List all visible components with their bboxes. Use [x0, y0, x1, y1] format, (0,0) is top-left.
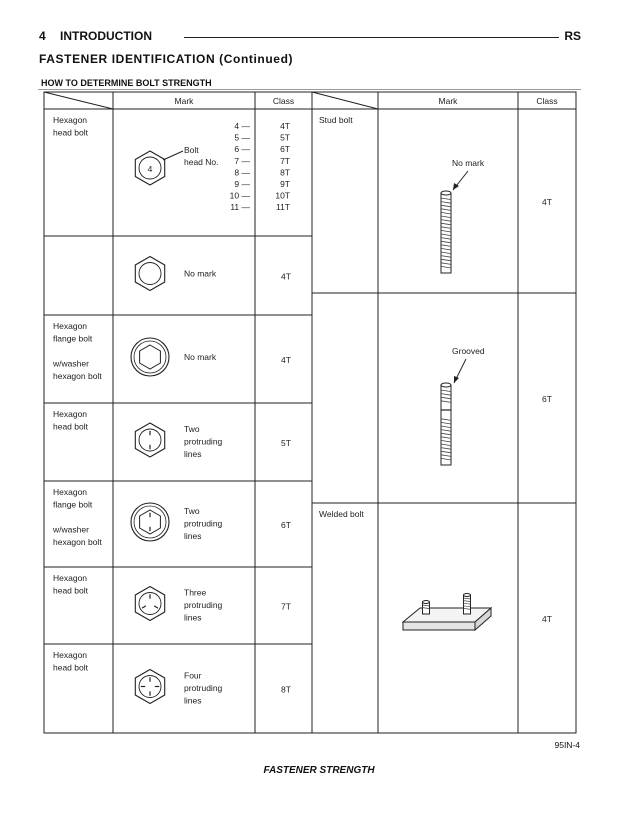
bolt-type-label: hexagon bolt: [53, 371, 102, 381]
class-value: 8T: [280, 167, 290, 178]
mark-label: Three: [184, 587, 207, 598]
bolt-type-label: Hexagon: [53, 115, 88, 125]
header-diagonal-left: [44, 92, 113, 109]
class-value: 4T: [281, 355, 291, 365]
class-value: 7T: [281, 601, 291, 612]
mark-label: protruding: [184, 518, 223, 529]
class-value: 4T: [281, 271, 291, 282]
bolt-type-label: head bolt: [53, 127, 88, 138]
mark-label: Bolt: [184, 145, 199, 155]
bolt-type-label: Welded bolt: [319, 509, 364, 519]
class-value: 9T: [280, 179, 290, 189]
bolt-type-label: Stud bolt: [319, 115, 353, 125]
mark-label: lines: [184, 449, 202, 459]
flange-bolt-head-icon: [131, 338, 169, 376]
class-value: 6T: [280, 144, 290, 155]
column-header-mark: Mark: [174, 96, 194, 106]
bolt-number: 5 —: [234, 132, 250, 143]
bolt-type-label: w/washer: [53, 358, 89, 369]
class-value: 5T: [281, 438, 291, 448]
grooved-stud-bolt-icon: [441, 383, 451, 465]
arrow-head: [454, 376, 459, 383]
mark-label: protruding: [184, 600, 223, 610]
bolt-type-label: Hexagon: [53, 573, 88, 583]
class-value: 11T: [275, 202, 290, 213]
bolt-number: 4 —: [234, 121, 250, 131]
callout-label: No mark: [452, 158, 485, 168]
bolt-type-label: Hexagon: [53, 650, 88, 660]
column-header-mark: Mark: [438, 96, 458, 106]
hex-bolt-head-icon: [135, 670, 164, 704]
bolt-number: 11 —: [230, 202, 250, 213]
manual-code: RS: [564, 29, 581, 43]
column-header-class: Class: [272, 96, 295, 106]
bolt-type-label: Hexagon: [53, 487, 88, 497]
figure-id: 95IN-4: [554, 740, 580, 750]
bolt-number: 9 —: [234, 179, 250, 189]
section-title: INTRODUCTION: [60, 29, 152, 43]
class-value: 5T: [280, 132, 290, 143]
class-value: 6T: [281, 520, 291, 530]
bolt-type-label: Hexagon: [53, 321, 88, 331]
bolt-type-label: head bolt: [53, 585, 88, 596]
class-value: 10T: [275, 190, 290, 201]
mark-label: No mark: [184, 268, 217, 279]
class-value: 8T: [281, 684, 291, 695]
bolt-type-label: Hexagon: [53, 409, 88, 419]
class-value: 7T: [280, 155, 290, 166]
mark-label: lines: [184, 695, 202, 706]
page-number: 4: [39, 29, 46, 43]
bolt-head-number-mark: 4: [147, 164, 153, 174]
page-subtitle: FASTENER IDENTIFICATION (Continued): [39, 52, 294, 66]
mark-label: No mark: [184, 352, 217, 362]
class-value: 4T: [542, 197, 552, 207]
bolt-type-label: hexagon bolt: [53, 537, 102, 547]
table-frame: [44, 92, 576, 733]
bolt-type-label: head bolt: [53, 662, 88, 673]
hex-bolt-head-icon: [135, 257, 164, 291]
figure-title: HOW TO DETERMINE BOLT STRENGTH: [41, 78, 212, 88]
hex-bolt-head-icon: [135, 423, 164, 457]
figure-caption: FASTENER STRENGTH: [263, 765, 375, 776]
bolt-type-label: flange bolt: [53, 499, 93, 510]
bolt-type-label: w/washer: [53, 524, 89, 535]
bolt-type-label: head bolt: [53, 421, 88, 432]
header-diagonal-right: [312, 92, 378, 109]
class-value: 4T: [542, 614, 552, 624]
mark-label: protruding: [184, 436, 223, 447]
mark-label: lines: [184, 531, 202, 541]
bolt-number: 8 —: [234, 167, 250, 178]
mark-label: lines: [184, 612, 202, 623]
class-value: 4T: [280, 121, 290, 131]
bolt-number: 6 —: [234, 144, 250, 155]
mark-label: protruding: [184, 683, 223, 693]
bolt-number: 7 —: [234, 155, 250, 166]
welded-bolt-icon: [403, 594, 491, 631]
mark-label: Four: [184, 670, 202, 681]
column-header-class: Class: [536, 96, 558, 106]
mark-label: head No.: [184, 157, 219, 167]
callout-line: [163, 151, 183, 160]
hex-bolt-head-icon: [135, 587, 164, 621]
mark-label: Two: [184, 506, 200, 516]
bolt-type-label: flange bolt: [53, 333, 93, 344]
mark-label: Two: [184, 424, 200, 434]
callout-label: Grooved: [452, 346, 485, 356]
bolt-number: 10 —: [229, 190, 250, 201]
stud-bolt-icon: [441, 191, 451, 273]
class-value: 6T: [542, 394, 552, 404]
flange-bolt-head-icon: [131, 503, 169, 541]
